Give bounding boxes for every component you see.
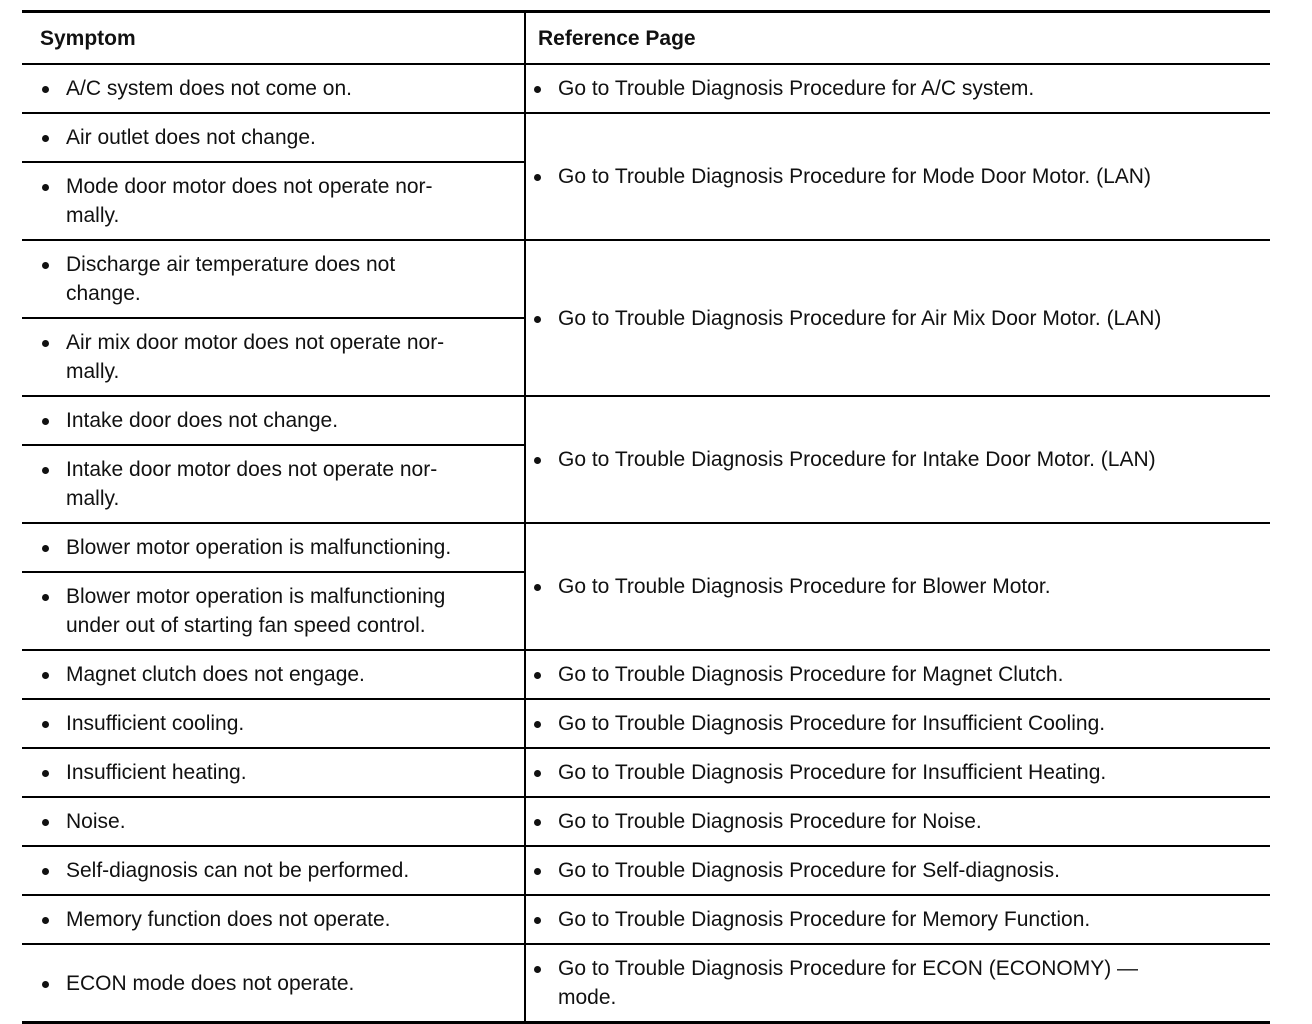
bullet-icon: [534, 672, 541, 679]
bullet-icon: [42, 594, 49, 601]
bullet-icon: [42, 721, 49, 728]
table-body: [22, 64, 1270, 1023]
reference-item: [534, 709, 1260, 738]
table-row: [22, 240, 1270, 318]
symptom-item: [42, 406, 514, 435]
symptom-cell: [22, 523, 525, 572]
symptom-item: [42, 582, 514, 640]
symptom-text: Insufficient heating.: [66, 761, 247, 784]
reference-item: [534, 304, 1260, 333]
reference-cell: [525, 846, 1270, 895]
symptom-item: [42, 74, 514, 103]
reference-cell: [525, 895, 1270, 944]
symptom-cell: [22, 846, 525, 895]
bullet-icon: [42, 184, 49, 191]
symptom-text: Mode door motor does not operate nor- mally.: [66, 175, 433, 227]
bullet-icon: [534, 868, 541, 875]
symptom-cell: [22, 748, 525, 797]
reference-text: Go to Trouble Diagnosis Procedure for Blower Motor.: [558, 575, 1051, 598]
reference-cell: [525, 396, 1270, 523]
bullet-icon: [534, 819, 541, 826]
reference-text: Go to Trouble Diagnosis Procedure for A/C system.: [558, 77, 1035, 100]
reference-text: Go to Trouble Diagnosis Procedure for Noise.: [558, 810, 982, 833]
symptom-text: Blower motor operation is malfunctioning.: [66, 536, 452, 559]
reference-item: [534, 954, 1260, 1012]
reference-item: [534, 74, 1260, 103]
table-row: [22, 523, 1270, 572]
reference-text: Go to Trouble Diagnosis Procedure for ECON (ECONOMY) — mode.: [558, 957, 1139, 1009]
reference-cell: [525, 699, 1270, 748]
bullet-icon: [534, 721, 541, 728]
document-page: [22, 10, 1270, 1024]
symptom-item: [42, 807, 514, 836]
table-row: [22, 64, 1270, 113]
bullet-icon: [534, 457, 541, 464]
bullet-icon: [42, 545, 49, 552]
bullet-icon: [534, 174, 541, 181]
bullet-icon: [42, 672, 49, 679]
symptom-item: [42, 905, 514, 934]
bullet-icon: [42, 135, 49, 142]
reference-item: [534, 905, 1260, 934]
bullet-icon: [42, 418, 49, 425]
reference-text: Go to Trouble Diagnosis Procedure for Self-diagnosis.: [558, 859, 1060, 882]
reference-text: Go to Trouble Diagnosis Procedure for Insufficient Cooling.: [558, 712, 1106, 735]
bullet-icon: [534, 316, 541, 323]
reference-cell: [525, 944, 1270, 1023]
symptom-text: ECON mode does not operate.: [66, 971, 355, 995]
symptom-item: [42, 123, 514, 152]
reference-text: Go to Trouble Diagnosis Procedure for Memory Function.: [558, 908, 1091, 931]
symptom-cell: [22, 64, 525, 113]
table-row: [22, 797, 1270, 846]
reference-cell: [525, 523, 1270, 650]
symptom-text: Discharge air temperature does not change.: [66, 253, 396, 305]
symptom-cell: [22, 797, 525, 846]
reference-item: [534, 856, 1260, 885]
table-row: [22, 846, 1270, 895]
symptom-cell: [22, 318, 525, 396]
symptom-cell: [22, 396, 525, 445]
symptom-text: Self-diagnosis can not be performed.: [66, 859, 410, 882]
bullet-icon: [42, 917, 49, 924]
reference-text: Go to Trouble Diagnosis Procedure for Magnet Clutch.: [558, 663, 1064, 686]
reference-cell: [525, 240, 1270, 396]
bullet-icon: [42, 86, 49, 93]
bullet-icon: [534, 917, 541, 924]
symptom-reference-table: [22, 10, 1270, 1024]
table-row: [22, 396, 1270, 445]
symptom-item: [42, 758, 514, 787]
symptom-cell: [22, 944, 525, 1023]
symptom-text: Noise.: [66, 810, 126, 833]
reference-text: Go to Trouble Diagnosis Procedure for Insufficient Heating.: [558, 761, 1107, 784]
bullet-icon: [42, 868, 49, 875]
bullet-icon: [42, 340, 49, 347]
reference-cell: [525, 748, 1270, 797]
symptom-cell: [22, 572, 525, 650]
bullet-icon: [42, 819, 49, 826]
table-row: [22, 113, 1270, 162]
symptom-cell: [22, 162, 525, 240]
table-row: [22, 650, 1270, 699]
symptom-item: [42, 533, 514, 562]
bullet-icon: [42, 467, 49, 474]
reference-item: [534, 807, 1260, 836]
table-row: [22, 944, 1270, 1023]
bullet-icon: [42, 770, 49, 777]
reference-cell: [525, 650, 1270, 699]
reference-text: Go to Trouble Diagnosis Procedure for Intake Door Motor. (LAN): [558, 448, 1156, 471]
symptom-cell: [22, 113, 525, 162]
reference-item: [534, 758, 1260, 787]
symptom-item: [42, 172, 514, 230]
symptom-text: Intake door does not change.: [66, 409, 339, 432]
table-row: [22, 748, 1270, 797]
symptom-cell: [22, 240, 525, 318]
symptom-item: [42, 328, 514, 386]
symptom-text: Air outlet does not change.: [66, 126, 316, 149]
reference-cell: [525, 64, 1270, 113]
bullet-icon: [534, 584, 541, 591]
symptom-column-header: Symptom: [22, 12, 525, 65]
bullet-icon: [534, 86, 541, 93]
symptom-item: [42, 969, 514, 998]
symptom-item: [42, 250, 514, 308]
reference-text: Go to Trouble Diagnosis Procedure for Air Mix Door Motor. (LAN): [558, 306, 1162, 330]
symptom-text: A/C system does not come on.: [66, 77, 352, 100]
reference-item: [534, 572, 1260, 601]
reference-cell: [525, 797, 1270, 846]
symptom-text: Memory function does not operate.: [66, 908, 391, 931]
symptom-text: Intake door motor does not operate nor- mally.: [66, 458, 438, 510]
symptom-item: [42, 709, 514, 738]
symptom-item: [42, 856, 514, 885]
symptom-cell: [22, 699, 525, 748]
table-header-row: [22, 12, 1270, 65]
bullet-icon: [534, 770, 541, 777]
symptom-item: [42, 455, 514, 513]
reference-column-header: Reference Page: [525, 12, 1270, 65]
symptom-cell: [22, 895, 525, 944]
symptom-text: Blower motor operation is malfunctioning under out of starting fan speed control.: [66, 585, 446, 637]
bullet-icon: [534, 966, 541, 973]
bullet-icon: [42, 262, 49, 269]
symptom-cell: [22, 650, 525, 699]
symptom-cell: [22, 445, 525, 523]
symptom-text: Insufficient cooling.: [66, 712, 245, 735]
reference-item: [534, 162, 1260, 191]
reference-item: [534, 445, 1260, 474]
reference-text: Go to Trouble Diagnosis Procedure for Mode Door Motor. (LAN): [558, 165, 1151, 188]
symptom-item: [42, 660, 514, 689]
reference-cell: [525, 113, 1270, 240]
bullet-icon: [42, 981, 49, 988]
table-row: [22, 699, 1270, 748]
symptom-text: Air mix door motor does not operate nor- mally.: [66, 331, 445, 383]
symptom-text: Magnet clutch does not engage.: [66, 663, 365, 686]
table-row: [22, 895, 1270, 944]
reference-item: [534, 660, 1260, 689]
